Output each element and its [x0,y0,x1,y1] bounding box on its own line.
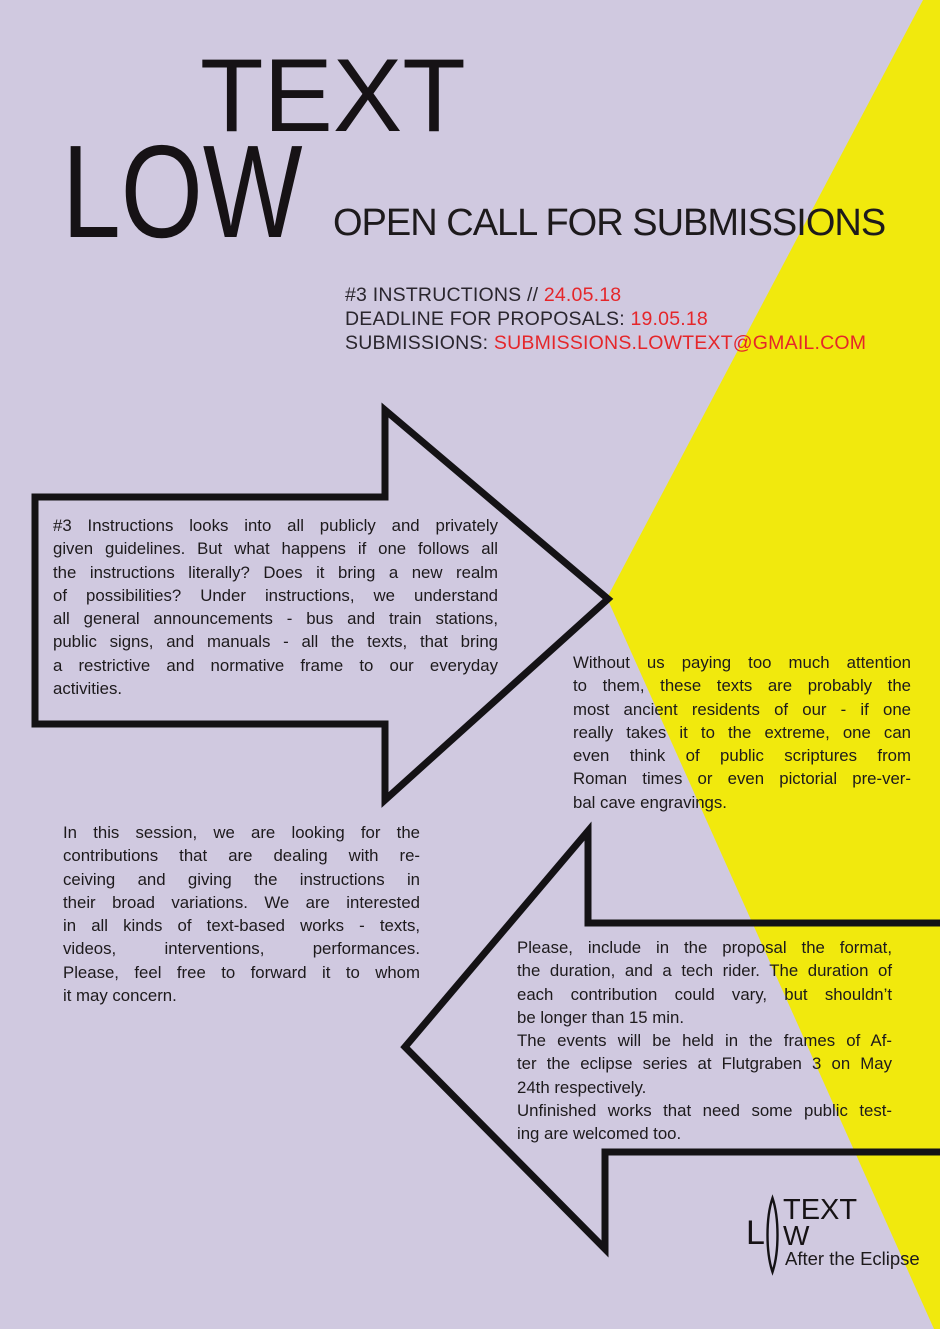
text-line: of possibilities? Under instructions, we understand [53,585,498,605]
text-line: even think of public scriptures from [573,746,911,766]
text-line: each contribution could vary, but shouldn’t [517,984,892,1004]
event-info-block [345,283,866,355]
text-line: ter the eclipse series at Flutgraben 3 on May [517,1054,892,1074]
info-label: SUBMISSIONS: [345,332,494,354]
text-line: bal cave engravings. [573,792,727,812]
text-line: Roman times or even pictorial pre-ver- [573,769,911,789]
text-line: ceiving and giving the instructions in [63,869,420,889]
text-line: in all kinds of text-based works - texts, [63,916,420,936]
lens-icon [768,1198,778,1272]
paragraph-ancient-texts [573,651,911,814]
deadline-date: 19.05.18 [630,308,708,330]
text-line: Unfinished works that need some public test- [517,1101,892,1121]
text-line: be longer than 15 min. [517,1007,684,1027]
footer-logo-w: W [783,1220,810,1251]
text-line: it may concern. [63,986,177,1006]
text-line: their broad variations. We are interested [63,892,420,912]
submission-email: SUBMISSIONS.LOWTEXT@GMAIL.COM [493,332,867,354]
text-line: videos, interventions, performances. [63,939,420,959]
text-line: ing are welcomed too. [517,1124,682,1144]
text-line: a restrictive and normative frame to our everyday [53,655,498,675]
text-line: the instructions literally? Does it bring a new realm [53,562,498,582]
paragraph-session-call [63,821,420,1007]
footer-tagline: After the Eclipse [785,1248,920,1269]
text-line: 24th respectively. [517,1077,647,1097]
logo-low-word: LOW [62,118,303,265]
info-label: #3 INSTRUCTIONS // [345,284,544,306]
text-line: #3 Instructions looks into all publicly and privately [53,516,498,535]
text-line: given guidelines. But what happens if one follows all [53,539,498,559]
text-line: the duration, and a tech rider. The duration of [517,961,892,981]
text-line: In this session, we are looking for the [63,823,420,842]
text-line: The events will be held in the frames of Af- [517,1031,892,1051]
text-line: contributions that are dealing with re- [63,846,420,866]
text-line: all general announcements - bus and train stations, [53,609,498,629]
event-info-line [345,307,866,331]
text-line: Please, feel free to forward it to whom [63,962,420,982]
event-date: 24.05.18 [543,284,622,306]
paragraph-instructions-intro [53,514,498,700]
event-info-line [345,331,866,355]
footer-logo-text: TEXT [783,1194,858,1226]
text-line: public signs, and manuals - all the texts, that bring [53,632,498,652]
paragraph-proposal-details [517,936,892,1146]
event-info-line [345,283,866,307]
text-line: most ancient residents of our - if one [573,699,911,719]
text-line: to them, these texts are probably the [573,676,911,696]
text-line: Please, include in the proposal the format, [517,938,892,957]
text-line: activities. [53,679,123,699]
footer-logo-l: L [746,1214,765,1252]
text-line: Without us paying too much attention [573,653,911,672]
text-line: really takes it to the extreme, one can [573,722,911,742]
logo-text-word: TEXT [200,38,466,154]
info-label: DEADLINE FOR PROPOSALS: [345,308,631,330]
page-title: OPEN CALL FOR SUBMISSIONS [333,202,886,244]
